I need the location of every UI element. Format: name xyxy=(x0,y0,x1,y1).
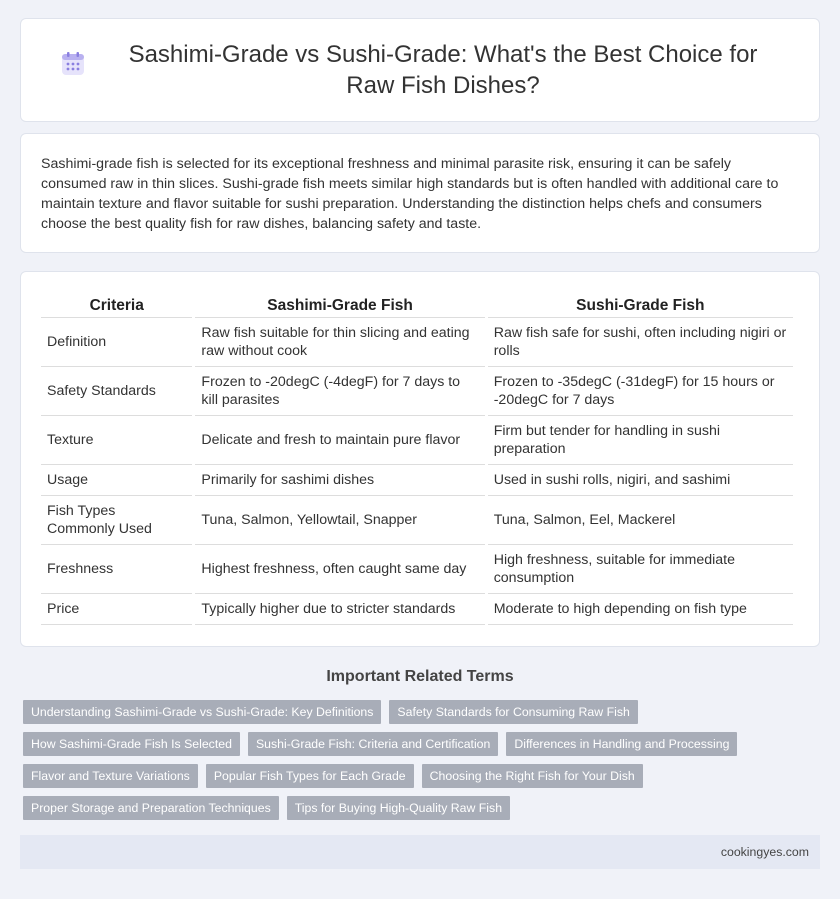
column-header-criteria: Criteria xyxy=(41,294,192,318)
table-cell: Tuna, Salmon, Eel, Mackerel xyxy=(488,496,793,545)
tag-row xyxy=(23,732,823,756)
table-cell: Frozen to -20degC (-4degF) for 7 days to kill parasites xyxy=(195,367,484,416)
table-cell: Freshness xyxy=(41,545,192,594)
related-term-tag[interactable]: Sushi-Grade Fish: Criteria and Certification xyxy=(248,732,498,756)
related-term-tag[interactable]: Differences in Handling and Processing xyxy=(506,732,737,756)
document-grid-icon xyxy=(60,51,86,77)
column-header-sashimi: Sashimi-Grade Fish xyxy=(195,294,484,318)
column-header-sushi: Sushi-Grade Fish xyxy=(488,294,793,318)
table-cell: Frozen to -35degC (-31degF) for 15 hours or -20degC for 7 days xyxy=(488,367,793,416)
table-cell: Raw fish safe for sushi, often including nigiri or rolls xyxy=(488,318,793,367)
intro-paragraph: Sashimi-grade fish is selected for its exceptional freshness and minimal parasite risk, ensuring it can be safely consumed raw in thin slices. Sushi-grade fish meets similar high standards but is often handled with additional care to maintain texture and flavor suitable for sushi preparation. Understanding the distinction helps chefs and consumers choose the best quality fish for raw dishes, balancing safety and taste. xyxy=(41,156,779,232)
table-cell: Raw fish suitable for thin slicing and eating raw without cook xyxy=(195,318,484,367)
table-cell: Price xyxy=(41,594,192,625)
table-cell: Primarily for sashimi dishes xyxy=(195,465,484,496)
footer xyxy=(20,835,820,869)
related-terms-list xyxy=(23,700,823,828)
table-cell: Safety Standards xyxy=(41,367,192,416)
table-cell: Texture xyxy=(41,416,192,465)
table-row xyxy=(41,367,793,416)
related-term-tag[interactable]: Flavor and Texture Variations xyxy=(23,764,198,788)
comparison-table xyxy=(38,294,796,625)
tag-row xyxy=(23,764,823,788)
table-cell: Usage xyxy=(41,465,192,496)
related-term-tag[interactable]: Popular Fish Types for Each Grade xyxy=(206,764,414,788)
table-cell: Highest freshness, often caught same day xyxy=(195,545,484,594)
related-term-tag[interactable]: Tips for Buying High-Quality Raw Fish xyxy=(287,796,510,820)
title-card xyxy=(20,18,820,122)
title-wrap xyxy=(60,39,780,101)
footer-site-link[interactable]: cookingyes.com xyxy=(720,845,809,859)
related-term-tag[interactable]: Proper Storage and Preparation Techniques xyxy=(23,796,279,820)
table-cell: Firm but tender for handling in sushi preparation xyxy=(488,416,793,465)
table-row xyxy=(41,318,793,367)
related-term-tag[interactable]: Understanding Sashimi-Grade vs Sushi-Grade: Key Definitions xyxy=(23,700,381,724)
table-cell: Fish Types Commonly Used xyxy=(41,496,192,545)
table-header-row xyxy=(41,294,793,318)
page-title: Sashimi-Grade vs Sushi-Grade: What's the Best Choice for Raw Fish Dishes? xyxy=(128,41,758,99)
intro-card xyxy=(20,133,820,253)
table-cell: Used in sushi rolls, nigiri, and sashimi xyxy=(488,465,793,496)
related-term-tag[interactable]: How Sashimi-Grade Fish Is Selected xyxy=(23,732,240,756)
related-term-tag[interactable]: Safety Standards for Consuming Raw Fish xyxy=(389,700,637,724)
table-cell: Tuna, Salmon, Yellowtail, Snapper xyxy=(195,496,484,545)
table-cell: High freshness, suitable for immediate consumption xyxy=(488,545,793,594)
table-cell: Delicate and fresh to maintain pure flavor xyxy=(195,416,484,465)
tag-row xyxy=(23,796,823,820)
tag-row xyxy=(23,700,823,724)
table-row xyxy=(41,496,793,545)
comparison-table-card xyxy=(20,271,820,647)
table-row xyxy=(41,416,793,465)
table-row xyxy=(41,545,793,594)
table-row xyxy=(41,465,793,496)
table-row xyxy=(41,594,793,625)
table-cell: Moderate to high depending on fish type xyxy=(488,594,793,625)
table-cell: Typically higher due to stricter standards xyxy=(195,594,484,625)
related-terms-heading: Important Related Terms xyxy=(326,668,514,685)
related-term-tag[interactable]: Choosing the Right Fish for Your Dish xyxy=(422,764,643,788)
table-cell: Definition xyxy=(41,318,192,367)
